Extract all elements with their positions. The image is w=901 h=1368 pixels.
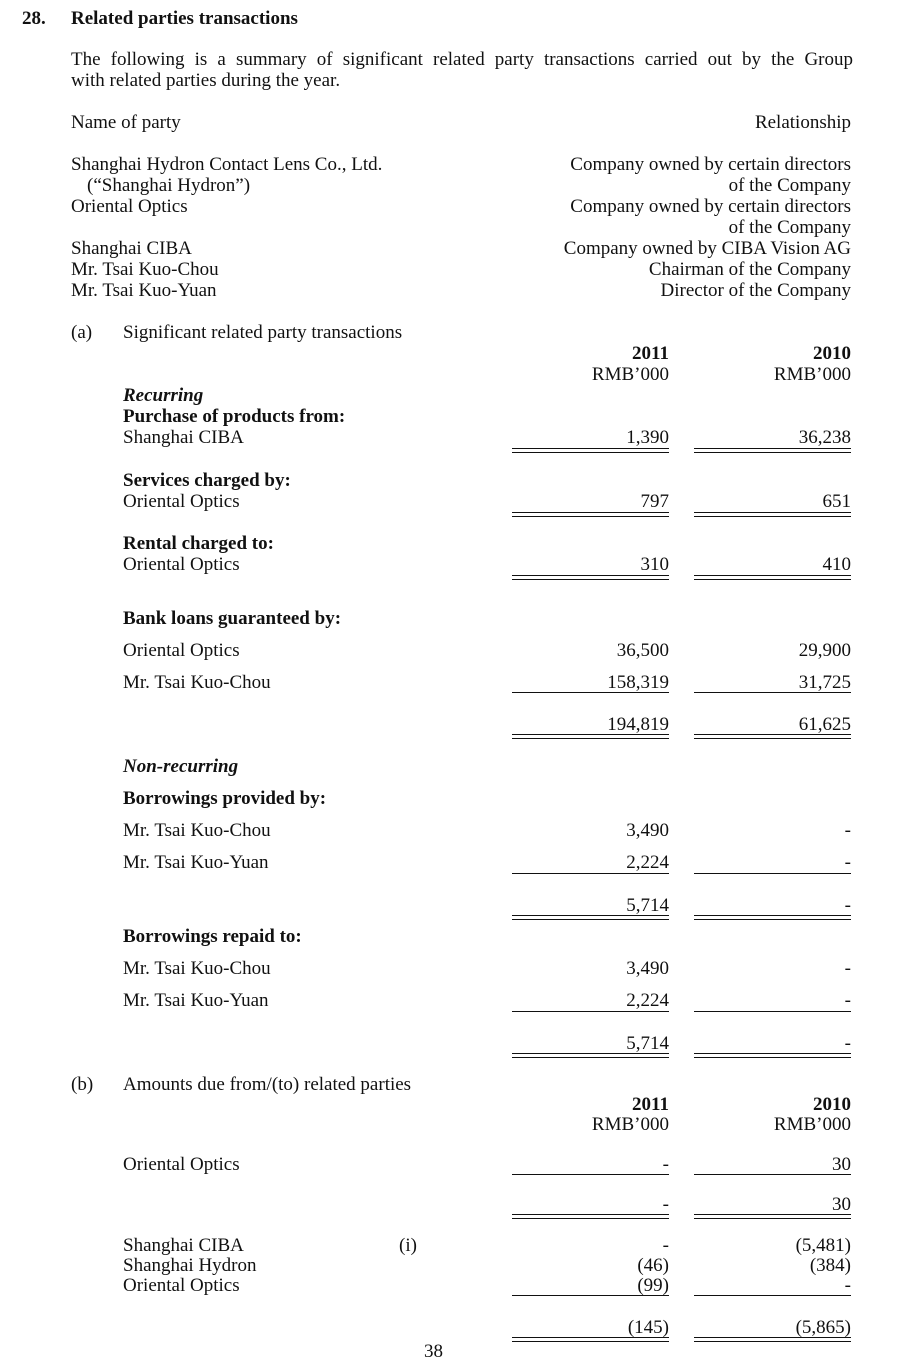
section-a-title: Significant related party transactions xyxy=(123,322,403,343)
purchase-value-2011: 1,390 xyxy=(626,427,669,448)
year-2011-header: 2011 xyxy=(632,1094,669,1115)
party-relationship: Company owned by CIBA Vision AG xyxy=(563,238,851,259)
party-relationship: Company owned by certain directors xyxy=(570,196,851,217)
double-underline xyxy=(512,1337,669,1342)
party-relationship-cont: of the Company xyxy=(728,175,851,196)
double-underline xyxy=(694,1214,851,1219)
due-to-total-2011: (145) xyxy=(627,1317,669,1338)
rental-value-2011: 310 xyxy=(640,554,669,575)
borrow-party2-value-2011: 2,224 xyxy=(626,852,669,873)
due-to-total-2010: (5,865) xyxy=(795,1317,851,1338)
party-name: Oriental Optics xyxy=(71,196,188,217)
rental-value-2010: 410 xyxy=(822,554,851,575)
due-from-total-2011: - xyxy=(662,1194,669,1215)
single-underline xyxy=(512,692,669,693)
loans-party1-value-2011: 36,500 xyxy=(616,640,669,661)
double-underline xyxy=(512,915,669,920)
due-to-party1-value-2011: - xyxy=(662,1235,669,1256)
party-relationship: Director of the Company xyxy=(660,280,851,301)
year-2011-header: 2011 xyxy=(632,343,669,364)
note-number: 28. xyxy=(22,8,46,29)
due-from-total-2010: 30 xyxy=(832,1194,851,1215)
due-from-value-2010: 30 xyxy=(832,1154,851,1175)
loans-total-2011: 194,819 xyxy=(607,714,669,735)
single-underline xyxy=(694,692,851,693)
rental-heading: Rental charged to: xyxy=(123,533,274,554)
services-value-2011: 797 xyxy=(640,491,669,512)
due-to-party2-value-2011: (46) xyxy=(637,1255,669,1276)
services-heading: Services charged by: xyxy=(123,470,291,491)
single-underline xyxy=(512,1174,669,1175)
unit-2010-header: RMB’000 xyxy=(773,364,851,385)
loans-party1-value-2010: 29,900 xyxy=(798,640,851,661)
recurring-heading: Recurring xyxy=(123,385,204,406)
repaid-party1-value-2010: - xyxy=(844,958,851,979)
loans-party2-value-2010: 31,725 xyxy=(798,672,851,693)
unit-2010-header: RMB’000 xyxy=(773,1114,851,1135)
loans-party: Oriental Optics xyxy=(123,640,240,661)
loans-total-2010: 61,625 xyxy=(798,714,851,735)
footnote-reference: (i) xyxy=(399,1235,417,1256)
double-underline xyxy=(694,1337,851,1342)
double-underline xyxy=(512,512,669,517)
party-name: Shanghai Hydron Contact Lens Co., Ltd. xyxy=(71,154,383,175)
double-underline xyxy=(694,915,851,920)
repaid-total-2011: 5,714 xyxy=(626,1033,669,1054)
repaid-party2-value-2011: 2,224 xyxy=(626,990,669,1011)
due-to-party1-value-2010: (5,481) xyxy=(795,1235,851,1256)
loans-heading: Bank loans guaranteed by: xyxy=(123,608,342,629)
single-underline xyxy=(694,1174,851,1175)
double-underline xyxy=(694,512,851,517)
purchase-value-2010: 36,238 xyxy=(798,427,851,448)
borrow-party1-value-2011: 3,490 xyxy=(626,820,669,841)
due-from-party: Oriental Optics xyxy=(123,1154,240,1175)
due-to-party2-value-2010: (384) xyxy=(809,1255,851,1276)
party-name-header: Name of party xyxy=(71,112,181,133)
borrow-heading: Borrowings provided by: xyxy=(123,788,327,809)
year-2010-header: 2010 xyxy=(813,343,851,364)
single-underline xyxy=(512,873,669,874)
year-2010-header: 2010 xyxy=(813,1094,851,1115)
repaid-party2-value-2010: - xyxy=(844,990,851,1011)
note-title: Related parties transactions xyxy=(71,8,298,29)
borrow-party1-value-2010: - xyxy=(844,820,851,841)
party-name-alias: (“Shanghai Hydron”) xyxy=(87,175,251,196)
due-to-party: Shanghai Hydron xyxy=(123,1255,257,1276)
party-name: Mr. Tsai Kuo-Chou xyxy=(71,259,219,280)
double-underline xyxy=(512,734,669,739)
party-relationship-cont: of the Company xyxy=(728,217,851,238)
unit-2011-header: RMB’000 xyxy=(591,1114,669,1135)
services-value-2010: 651 xyxy=(822,491,851,512)
repaid-heading: Borrowings repaid to: xyxy=(123,926,302,947)
borrow-party: Mr. Tsai Kuo-Yuan xyxy=(123,852,269,873)
single-underline xyxy=(694,1011,851,1012)
due-from-value-2011: - xyxy=(662,1154,669,1175)
purchase-heading: Purchase of products from: xyxy=(123,406,346,427)
due-to-party: Shanghai CIBA xyxy=(123,1235,244,1256)
borrow-total-2010: - xyxy=(844,895,851,916)
section-b-title: Amounts due from/(to) related parties xyxy=(123,1074,412,1095)
due-to-party3-value-2010: - xyxy=(844,1275,851,1296)
single-underline xyxy=(512,1011,669,1012)
borrow-party2-value-2010: - xyxy=(844,852,851,873)
repaid-party: Mr. Tsai Kuo-Yuan xyxy=(123,990,269,1011)
party-relationship: Chairman of the Company xyxy=(648,259,851,280)
single-underline xyxy=(512,1295,669,1296)
double-underline xyxy=(694,575,851,580)
party-relationship: Company owned by certain directors xyxy=(570,154,851,175)
intro-line-1: The following is a summary of significant related party transactions carried out by the Group xyxy=(71,49,853,70)
intro-line-2: with related parties during the year. xyxy=(71,70,341,91)
relationship-header: Relationship xyxy=(754,112,851,133)
page-number: 38 xyxy=(424,1341,443,1362)
nonrecurring-heading: Non-recurring xyxy=(123,756,239,777)
purchase-party: Shanghai CIBA xyxy=(123,427,244,448)
party-name: Mr. Tsai Kuo-Yuan xyxy=(71,280,217,301)
services-party: Oriental Optics xyxy=(123,491,240,512)
loans-party: Mr. Tsai Kuo-Chou xyxy=(123,672,271,693)
party-name: Shanghai CIBA xyxy=(71,238,192,259)
borrow-total-2011: 5,714 xyxy=(626,895,669,916)
unit-2011-header: RMB’000 xyxy=(591,364,669,385)
double-underline xyxy=(694,1053,851,1058)
double-underline xyxy=(512,448,669,453)
section-b-label: (b) xyxy=(71,1074,94,1095)
repaid-party: Mr. Tsai Kuo-Chou xyxy=(123,958,271,979)
section-a-label: (a) xyxy=(71,322,93,343)
due-to-party: Oriental Optics xyxy=(123,1275,240,1296)
repaid-party1-value-2011: 3,490 xyxy=(626,958,669,979)
double-underline xyxy=(694,734,851,739)
double-underline xyxy=(512,1053,669,1058)
rental-party: Oriental Optics xyxy=(123,554,240,575)
double-underline xyxy=(512,1214,669,1219)
double-underline xyxy=(512,575,669,580)
due-to-party3-value-2011: (99) xyxy=(637,1275,669,1296)
single-underline xyxy=(694,873,851,874)
borrow-party: Mr. Tsai Kuo-Chou xyxy=(123,820,271,841)
double-underline xyxy=(694,448,851,453)
loans-party2-value-2011: 158,319 xyxy=(607,672,669,693)
single-underline xyxy=(694,1295,851,1296)
repaid-total-2010: - xyxy=(844,1033,851,1054)
